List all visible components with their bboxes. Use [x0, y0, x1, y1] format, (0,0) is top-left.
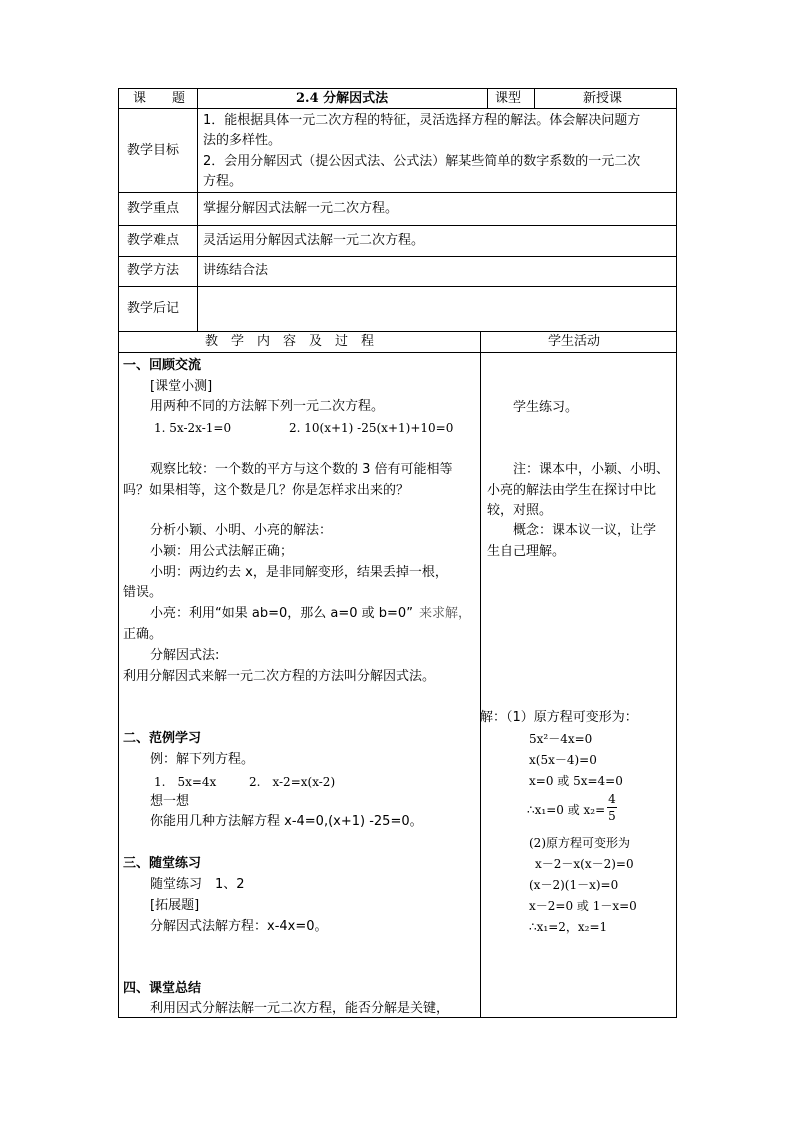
solution-step: x－2=0 或 1－x=0 [529, 899, 637, 913]
table-border-right [676, 88, 677, 1018]
content-column-header: 教 学 内 容 及 过 程 [205, 334, 375, 349]
quiz-prompt: 用两种不同的方法解下列一元二次方程。 [150, 399, 385, 414]
section-title: 一、回顾交流 [123, 358, 202, 373]
row-divider [118, 331, 677, 332]
fraction-bar [607, 807, 617, 808]
row-divider [118, 352, 677, 353]
goal-line: 法的多样性。 [203, 133, 282, 148]
key-point-value: 掌握分解因式法解一元二次方程。 [203, 201, 399, 216]
topic-value: 2.4 分解因式法 [296, 91, 389, 106]
activity-note: 较，对照。 [487, 503, 553, 518]
observe-text: 观察比较：一个数的平方与这个数的 3 倍有可能相等 [150, 462, 453, 477]
label-column-divider [197, 88, 198, 332]
solution-intro: 解：（1）原方程可变形为： [480, 710, 638, 725]
activity-column-header: 学生活动 [548, 334, 601, 349]
difficulty-label: 教学难点 [127, 233, 180, 248]
quiz-equation: 1. 5x-2x-1=0 [154, 421, 232, 435]
think-heading: 想一想 [150, 794, 190, 809]
solution-step: x－2－x(x－2)=0 [535, 857, 634, 871]
fraction-numerator: 4 [608, 792, 616, 806]
section-title: 二、范例学习 [123, 731, 202, 746]
solution-step: (x－2)(1－x)=0 [529, 878, 619, 892]
header-divider-type-value [534, 88, 535, 109]
analysis-item: 正确。 [123, 627, 163, 642]
think-question: 你能用几种方法解方程 x-4=0,(x+1) -25=0。 [150, 814, 423, 829]
lesson-type-value: 新授课 [583, 91, 623, 106]
extension-tag: [拓展题] [150, 898, 200, 913]
solution-step: x=0 或 5x=4=0 [529, 774, 623, 788]
content-column-divider [480, 331, 481, 1018]
topic-label: 课 题 [133, 91, 186, 106]
difficulty-value: 灵活运用分解因式法解一元二次方程。 [203, 233, 425, 248]
example-equation: 2. x-2=x(x-2) [249, 775, 336, 789]
analysis-item: 来求解， [419, 606, 472, 621]
row-divider [118, 256, 677, 257]
activity-note: 小亮的解法由学生在探讨中比 [487, 483, 657, 498]
activity-note: 概念：课本议一议，让学 [513, 523, 657, 538]
solution-step: (2)原方程可变形为 [529, 836, 630, 850]
row-divider [118, 192, 677, 193]
analysis-item: 小明：两边约去 x，是非同解变形，结果丢掉一根， [150, 565, 448, 580]
header-divider-type [487, 88, 488, 109]
method-label: 教学方法 [127, 263, 180, 278]
section-title: 三、随堂练习 [123, 856, 202, 871]
goal-line: 方程。 [203, 174, 243, 189]
solution-step: ∴x₁=2，x₂=1 [529, 920, 608, 934]
row-divider [118, 225, 677, 226]
method-heading: 分解因式法: [150, 648, 220, 663]
analysis-item: 错误。 [123, 585, 163, 600]
solution-step: x(5x－4)=0 [529, 753, 597, 767]
solution-step: ∴x₁=0 或 x₂= [527, 803, 606, 817]
analysis-heading: 分析小颖、小明、小亮的解法： [150, 523, 333, 538]
reflection-label: 教学后记 [127, 301, 180, 316]
quiz-equation: 2. 10(x+1) -25(x+1)+10=0 [289, 421, 454, 435]
row-divider [118, 108, 677, 109]
practice-item: 随堂练习 1、2 [150, 877, 245, 892]
quiz-tag: [课堂小测] [150, 379, 213, 394]
row-divider [118, 286, 677, 287]
goal-line: 1．能根据具体一元二次方程的特征，灵活选择方程的解法。体会解决问题方 [203, 113, 641, 128]
goal-line: 2．会用分解因式（提公因式法、公式法）解某些简单的数字系数的一元二次 [203, 154, 641, 169]
analysis-item: 小颖：用公式法解正确； [150, 544, 294, 559]
lesson-type-label: 课型 [495, 91, 522, 106]
summary-text: 利用因式分解法解一元二次方程，能否分解是关键， [150, 1001, 450, 1016]
section-title: 四、课堂总结 [123, 981, 202, 996]
example-equation: 1. 5x=4x [154, 775, 217, 789]
solution-step: 5x²－4x=0 [529, 732, 593, 746]
table-border-top [118, 88, 677, 89]
analysis-item: 小亮：利用“如果 ab=0，那么 a=0 或 b=0” [150, 606, 413, 621]
fraction-denominator: 5 [608, 809, 616, 823]
method-value: 讲练结合法 [203, 263, 269, 278]
table-border-left [118, 88, 119, 1018]
extension-question: 分解因式法解方程：x-4x=0。 [150, 919, 328, 934]
activity-note: 学生练习。 [513, 400, 579, 415]
goal-label: 教学目标 [127, 143, 180, 158]
method-definition: 利用分解因式来解一元二次方程的方法叫分解因式法。 [123, 669, 436, 684]
activity-note: 生自己理解。 [487, 544, 566, 559]
example-prompt: 例：解下列方程。 [150, 752, 255, 767]
key-point-label: 教学重点 [127, 201, 180, 216]
observe-text: 吗？如果相等，这个数是几？你是怎样求出来的？ [123, 483, 410, 498]
activity-note: 注：课本中，小颖、小明、 [513, 462, 670, 477]
